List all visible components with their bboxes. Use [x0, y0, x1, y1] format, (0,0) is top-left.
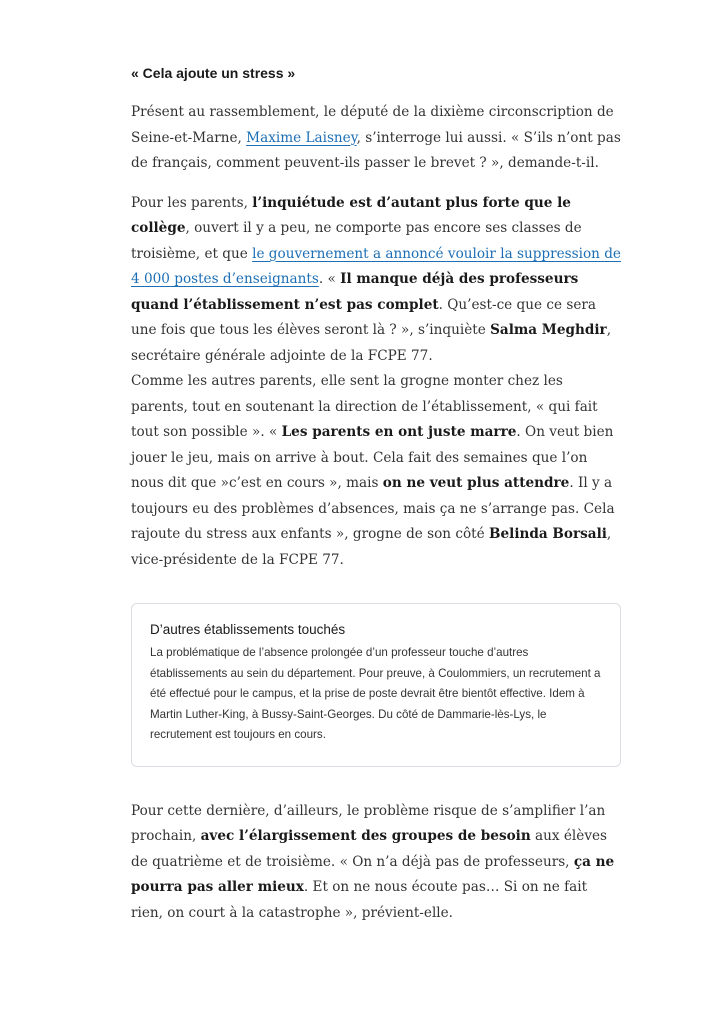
info-box-text: La problématique de l’absence prolongée d’un professeur touche d’autres établissements au sein du département. Pour preuve, à Coulommiers, un recrutement a été effectué pour le campus, et la prise de poste devrait être bientôt effective. Idem à Martin Luther-King, à Bussy-Saint-Georges. Du côté de Dammarie-lès-Lys, le recrutement est toujours en cours.: [150, 646, 601, 741]
bold-emphasis: l’inquiétude est d’autant plus forte que le collège: [131, 194, 571, 236]
paragraph-text: Présent au rassemblement, le député de la dixième circonscription de Seine-et-Marne,: [131, 104, 614, 146]
paragraph-text: Comme les autres parents, elle sent la grogne monter chez les parents, tout en soutenant la direction de l’établissement, « qui fait tout son possible ». «: [131, 373, 598, 440]
bold-emphasis: avec l’élargissement des groupes de besoin: [200, 828, 531, 844]
paragraph-text: . Qu’est-ce que ce sera une fois que tous les élèves seront là ? », s’inquiète: [131, 296, 596, 338]
paragraph-text: aux élèves de quatrième et de troisième. « On n’a déjà pas de professeurs,: [131, 828, 608, 870]
paragraph-text: . On veut bien jouer le jeu, mais on arrive à bout. Cela fait des semaines que l’on nous dit que »c’est en cours », mais: [131, 424, 614, 491]
related-info-box: [131, 603, 621, 767]
paragraph-parents-fed-up: [131, 369, 621, 573]
paragraph-text: . «: [318, 271, 341, 287]
paragraph-text: Pour les parents,: [131, 194, 253, 211]
bold-emphasis: Il manque déjà des professeurs quand l’établissement n’est pas complet: [131, 271, 579, 313]
bold-emphasis: Les parents en ont juste marre: [281, 424, 517, 440]
bold-person-name: Salma Meghdir: [490, 322, 607, 338]
paragraph-text: , s’interroge lui aussi. « S’ils n’ont pas de français, comment peuvent-ils passer le brevet ? », demande-t-il.: [131, 129, 621, 171]
paragraph-text: . Et on ne nous écoute pas… Si on ne fait rien, on court à la catastrophe », prévient-elle.: [131, 879, 588, 921]
bold-emphasis: on ne veut plus attendre: [382, 475, 570, 491]
paragraph-need-groups: [131, 799, 621, 927]
paragraph-text: Pour cette dernière, d’ailleurs, le problème risque de s’amplifier l’an prochain,: [131, 802, 606, 844]
bold-emphasis: ça ne pourra pas aller mieux: [131, 853, 615, 895]
paragraph-parents-worry: [131, 191, 621, 370]
job-cuts-article-link[interactable]: le gouvernement a annoncé vouloir la suppression de 4 000 postes d’enseignants: [131, 245, 621, 287]
paragraph-text: , secrétaire générale adjointe de la FCPE 77.: [131, 322, 612, 364]
paragraph-text: , vice-présidente de la FCPE 77.: [131, 526, 612, 568]
paragraph-text: . Il y a toujours eu des problèmes d’absences, mais ça ne s’arrange pas. Cela rajoute du stress aux enfants », grogne de son côté: [131, 475, 615, 542]
article-body: [131, 62, 621, 926]
bold-person-name: Belinda Borsali: [489, 526, 607, 542]
paragraph-deputy: [131, 100, 621, 177]
maxime-laisney-link[interactable]: Maxime Laisney: [246, 129, 357, 146]
info-box-title: D’autres établissements touchés: [150, 622, 346, 637]
paragraph-text: , ouvert il y a peu, ne comporte pas encore ses classes de troisième, et que: [131, 220, 582, 262]
section-subheading: « Cela ajoute un stress »: [131, 65, 296, 81]
